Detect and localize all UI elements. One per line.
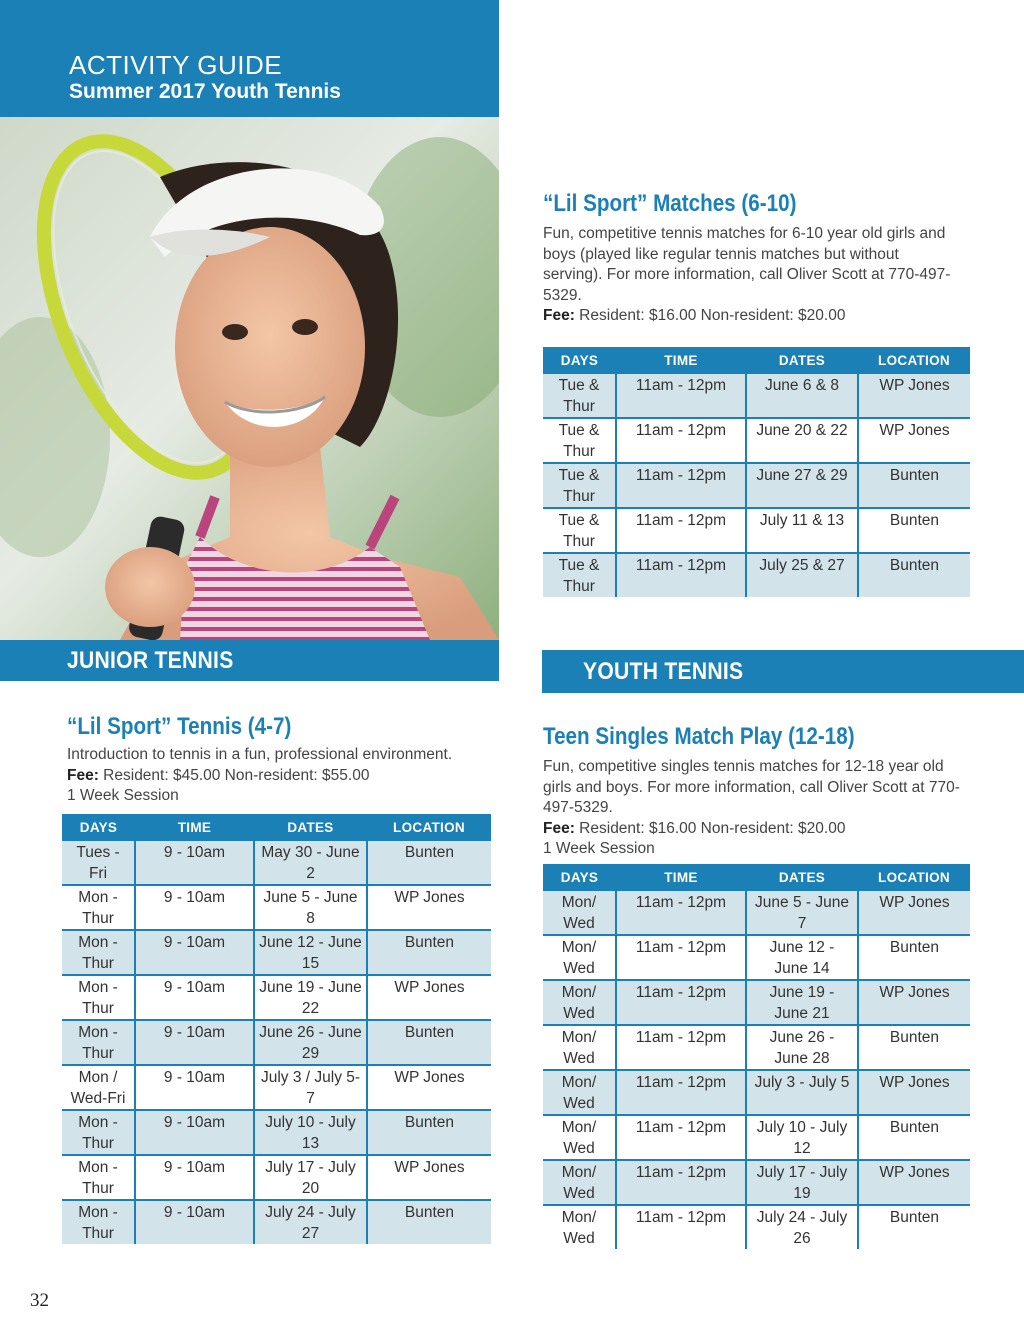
table-cell: 11am - 12pm (616, 1115, 746, 1160)
column-header: TIME (616, 347, 746, 374)
table-cell: 9 - 10am (135, 1155, 254, 1200)
table-cell: 11am - 12pm (616, 1070, 746, 1115)
column-header: LOCATION (367, 814, 491, 841)
table-cell: July 24 - July 27 (254, 1200, 367, 1244)
table-cell: Bunten (367, 1110, 491, 1155)
guide-label: ACTIVITY GUIDE (69, 50, 283, 80)
fee-amounts: Resident: $16.00 Non-resident: $20.00 (574, 307, 846, 324)
table-cell: Mon - Thur (62, 885, 135, 930)
table-cell: Bunten (367, 930, 491, 975)
table-cell: 11am - 12pm (616, 980, 746, 1025)
table-cell: WP Jones (367, 1065, 491, 1110)
table-cell: Bunten (367, 841, 491, 885)
table-cell: Mon - Thur (62, 1155, 135, 1200)
column-header: DAYS (543, 864, 616, 891)
table-cell: Mon/ Wed (543, 980, 616, 1025)
table-row (62, 1155, 491, 1200)
table-cell: WP Jones (858, 891, 970, 935)
table-cell: Mon/ Wed (543, 1025, 616, 1070)
table-cell: Mon/ Wed (543, 1205, 616, 1249)
table-cell: Tue & Thur (543, 418, 616, 463)
table-cell: Mon - Thur (62, 1200, 135, 1244)
table-cell: 11am - 12pm (616, 463, 746, 508)
table-cell: July 25 & 27 (746, 553, 858, 597)
column-header: DAYS (543, 347, 616, 374)
table-cell: June 20 & 22 (746, 418, 858, 463)
table-cell: 9 - 10am (135, 1110, 254, 1155)
lil-matches-title: “Lil Sport” Matches (6-10) (543, 190, 797, 217)
table-cell: 11am - 12pm (616, 508, 746, 553)
lil-tennis-session: 1 Week Session (67, 787, 179, 804)
table-cell: June 12 - June 14 (746, 935, 858, 980)
table-row (543, 418, 970, 463)
table-row (543, 891, 970, 935)
fee-label: Fee: (543, 307, 575, 324)
table-cell: Mon/ Wed (543, 1070, 616, 1115)
table-cell: Bunten (858, 463, 970, 508)
table-cell: WP Jones (367, 975, 491, 1020)
table-cell: 11am - 12pm (616, 1025, 746, 1070)
table-cell: Mon - Thur (62, 1020, 135, 1065)
table-row (62, 975, 491, 1020)
table-cell: Bunten (367, 1200, 491, 1244)
table-cell: June 12 - June 15 (254, 930, 367, 975)
table-cell: July 10 - July 12 (746, 1115, 858, 1160)
lil-matches-schedule-table (543, 347, 970, 597)
table-row (543, 1115, 970, 1160)
table-row (543, 1205, 970, 1249)
table-cell: Bunten (858, 553, 970, 597)
table-cell: 9 - 10am (135, 885, 254, 930)
lil-tennis-description: Introduction to tennis in a fun, professional environment. (67, 746, 453, 763)
table-cell: Mon/ Wed (543, 1115, 616, 1160)
table-row (62, 1110, 491, 1155)
lil-tennis-fee (67, 766, 487, 787)
table-cell: July 3 - July 5 (746, 1070, 858, 1115)
table-cell: July 17 - July 19 (746, 1160, 858, 1205)
table-cell: 9 - 10am (135, 1200, 254, 1244)
table-cell: Tue & Thur (543, 374, 616, 418)
table-cell: 9 - 10am (135, 841, 254, 885)
fee-label: Fee: (543, 819, 575, 837)
table-row (62, 930, 491, 975)
table-cell: June 5 - June 7 (746, 891, 858, 935)
guide-subtitle: Summer 2017 Youth Tennis (69, 80, 341, 103)
table-row (543, 1025, 970, 1070)
lil-tennis-description-block (67, 745, 487, 807)
table-cell: Mon - Thur (62, 930, 135, 975)
table-row (62, 885, 491, 930)
lil-matches-description-block (543, 224, 958, 327)
table-cell: 11am - 12pm (616, 1205, 746, 1249)
teen-singles-title: Teen Singles Match Play (12-18) (543, 723, 855, 750)
table-row (543, 553, 970, 597)
table-cell: WP Jones (858, 1070, 970, 1115)
table-row (543, 508, 970, 553)
table-row (62, 1200, 491, 1244)
table-cell: WP Jones (858, 374, 970, 418)
guide-header (0, 0, 499, 117)
table-cell: Tue & Thur (543, 463, 616, 508)
table-cell: Tue & Thur (543, 508, 616, 553)
table-cell: June 27 & 29 (746, 463, 858, 508)
table-cell: 9 - 10am (135, 1020, 254, 1065)
fee-label: Fee: (67, 766, 99, 784)
table-cell: July 11 & 13 (746, 508, 858, 553)
table-cell: Mon/ Wed (543, 891, 616, 935)
table-cell: 11am - 12pm (616, 891, 746, 935)
column-header: DAYS (62, 814, 135, 841)
table-cell: 11am - 12pm (616, 374, 746, 418)
table-cell: 11am - 12pm (616, 935, 746, 980)
table-cell: WP Jones (367, 885, 491, 930)
teen-singles-description: Fun, competitive singles tennis matches for 12-18 year old girls and boys. For more information, call Oliver Scott at 770-497-5329. (543, 758, 960, 816)
table-row (543, 1070, 970, 1115)
column-header: DATES (254, 814, 367, 841)
junior-tennis-band (0, 640, 499, 681)
table-cell: July 24 - July 26 (746, 1205, 858, 1249)
table-cell: WP Jones (858, 980, 970, 1025)
table-cell: 9 - 10am (135, 975, 254, 1020)
table-row (543, 980, 970, 1025)
column-header: TIME (135, 814, 254, 841)
table-cell: 9 - 10am (135, 1065, 254, 1110)
table-cell: Mon/ Wed (543, 1160, 616, 1205)
table-cell: July 10 - July 13 (254, 1110, 367, 1155)
lil-matches-description: Fun, competitive tennis matches for 6-10 year old girls and boys (played like regular tennis matches but without serving). For more information, call Oliver Scott at 770-497-5329. (543, 225, 951, 304)
table-cell: Bunten (858, 1205, 970, 1249)
table-row (62, 1020, 491, 1065)
table-row (543, 1160, 970, 1205)
column-header: LOCATION (858, 347, 970, 374)
table-cell: June 26 - June 28 (746, 1025, 858, 1070)
table-row (543, 374, 970, 418)
table-cell: Mon/ Wed (543, 935, 616, 980)
fee-amounts: Resident: $45.00 Non-resident: $55.00 (98, 766, 370, 784)
table-cell: WP Jones (367, 1155, 491, 1200)
teen-singles-session: 1 Week Session (543, 840, 655, 857)
table-cell: 11am - 12pm (616, 1160, 746, 1205)
table-cell: 11am - 12pm (616, 418, 746, 463)
table-cell: May 30 - June 2 (254, 841, 367, 885)
table-cell: July 3 / July 5-7 (254, 1065, 367, 1110)
teen-singles-fee (543, 819, 963, 840)
table-cell: WP Jones (858, 1160, 970, 1205)
table-cell: Bunten (367, 1020, 491, 1065)
table-row (543, 935, 970, 980)
column-header: DATES (746, 864, 858, 891)
table-cell: 11am - 12pm (616, 553, 746, 597)
table-cell: June 5 - June 8 (254, 885, 367, 930)
teen-singles-description-block (543, 757, 963, 860)
column-header: DATES (746, 347, 858, 374)
table-row (62, 1065, 491, 1110)
teen-singles-schedule-table (543, 864, 970, 1249)
junior-tennis-heading: JUNIOR TENNIS (67, 647, 234, 674)
column-header: LOCATION (858, 864, 970, 891)
lil-tennis-schedule-table (62, 814, 491, 1244)
table-row (62, 841, 491, 885)
table-cell: Bunten (858, 508, 970, 553)
lil-matches-fee (543, 306, 958, 327)
table-cell: WP Jones (858, 418, 970, 463)
fee-amounts: Resident: $16.00 Non-resident: $20.00 (574, 819, 846, 837)
page-number: 32 (30, 1290, 49, 1311)
table-cell: Tue & Thur (543, 553, 616, 597)
table-cell: Bunten (858, 1115, 970, 1160)
table-cell: June 26 - June 29 (254, 1020, 367, 1065)
table-row (543, 463, 970, 508)
table-cell: June 6 & 8 (746, 374, 858, 418)
table-cell: June 19 - June 22 (254, 975, 367, 1020)
youth-tennis-band (542, 650, 1024, 693)
table-cell: Mon - Thur (62, 975, 135, 1020)
table-cell: Bunten (858, 1025, 970, 1070)
youth-tennis-heading: YOUTH TENNIS (583, 658, 744, 685)
table-cell: 9 - 10am (135, 930, 254, 975)
table-cell: June 19 - June 21 (746, 980, 858, 1025)
column-header: TIME (616, 864, 746, 891)
tennis-player-photo (0, 117, 499, 640)
table-cell: Mon - Thur (62, 1110, 135, 1155)
table-cell: Bunten (858, 935, 970, 980)
table-cell: Tues - Fri (62, 841, 135, 885)
lil-tennis-title: “Lil Sport” Tennis (4-7) (67, 713, 292, 740)
table-cell: Mon / Wed-Fri (62, 1065, 135, 1110)
table-cell: July 17 - July 20 (254, 1155, 367, 1200)
